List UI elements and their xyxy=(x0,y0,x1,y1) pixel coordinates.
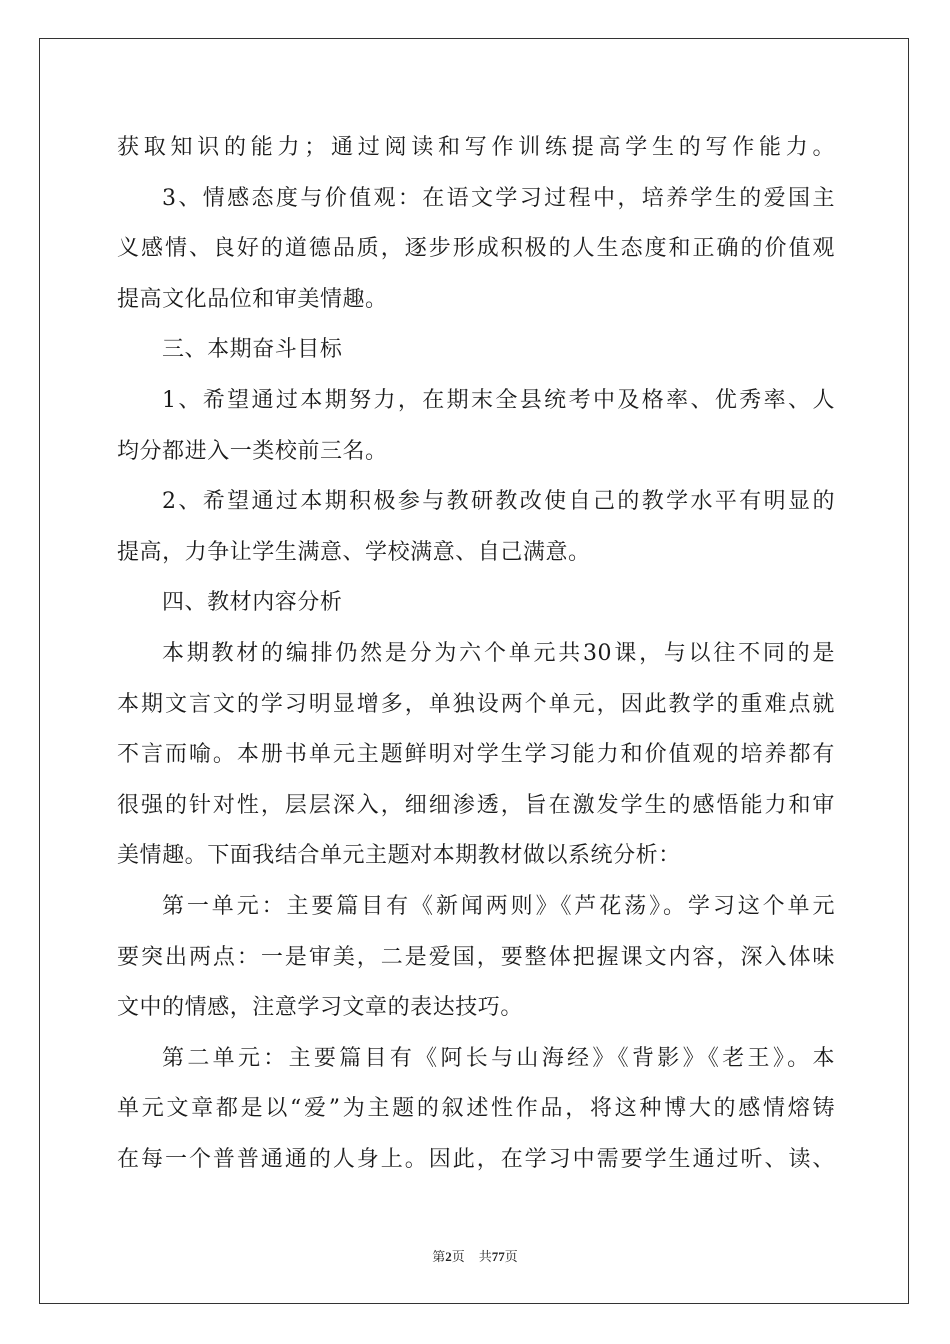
document-body xyxy=(117,123,835,1185)
text-line: 1、希望通过本期努力，在期末全县统考中及格率、优秀率、人 xyxy=(162,387,835,413)
page-suffix: 页 xyxy=(451,1249,465,1264)
text-line: 很强的针对性，层层深入，细细渗透，旨在激发学生的感悟能力和审 xyxy=(117,792,835,818)
total-suffix: 页 xyxy=(504,1249,518,1264)
section-heading: 四、教材内容分析 xyxy=(162,590,343,616)
text-line: 本期文言文的学习明显增多，单独设两个单元，因此教学的重难点就 xyxy=(117,691,835,717)
text-line: 3、情感态度与价值观：在语文学习过程中，培养学生的爱国主 xyxy=(162,185,835,211)
text-line: 要突出两点：一是审美，二是爱国，要整体把握课文内容，深入体味 xyxy=(117,944,835,970)
section-heading: 三、本期奋斗目标 xyxy=(162,337,343,363)
text-line: 单元文章都是以“爱”为主题的叙述性作品，将这种博大的感情熔铸 xyxy=(117,1096,835,1122)
text-line: 提高，力争让学生满意、学校满意、自己满意。 xyxy=(117,539,591,565)
text-line: 不言而喻。本册书单元主题鲜明对学生学习能力和价值观的培养都有 xyxy=(117,742,835,768)
text-line: 本期教材的编排仍然是分为六个单元共30课，与以往不同的是 xyxy=(162,640,835,666)
text-line: 第一单元：主要篇目有《新闻两则》《芦花荡》。学习这个单元 xyxy=(162,893,835,919)
text-line: 第二单元：主要篇目有《阿长与山海经》《背影》《老王》。本 xyxy=(162,1045,835,1071)
text-line: 提高文化品位和审美情趣。 xyxy=(117,286,388,312)
text-line: 在每一个普普通通的人身上。因此，在学习中需要学生通过听、读、 xyxy=(117,1146,835,1172)
text-line: 均分都进入一类校前三名。 xyxy=(117,438,388,464)
text-line: 美情趣。下面我结合单元主题对本期教材做以系统分析： xyxy=(117,843,681,869)
text-line: 文中的情感，注意学习文章的表达技巧。 xyxy=(117,995,523,1021)
page-number: 2 xyxy=(445,1249,452,1264)
total-prefix: 共 xyxy=(478,1249,492,1264)
text-line: 2、希望通过本期积极参与教研教改使自己的教学水平有明显的 xyxy=(162,489,835,515)
page-footer xyxy=(0,1249,950,1265)
text-line: 义感情、良好的道德品质，逐步形成积极的人生态度和正确的价值观 xyxy=(117,236,835,262)
text-line: 获取知识的能力；通过阅读和写作训练提高学生的写作能力。 xyxy=(117,135,835,160)
page-prefix: 第 xyxy=(432,1249,446,1264)
total-pages: 77 xyxy=(491,1249,505,1264)
